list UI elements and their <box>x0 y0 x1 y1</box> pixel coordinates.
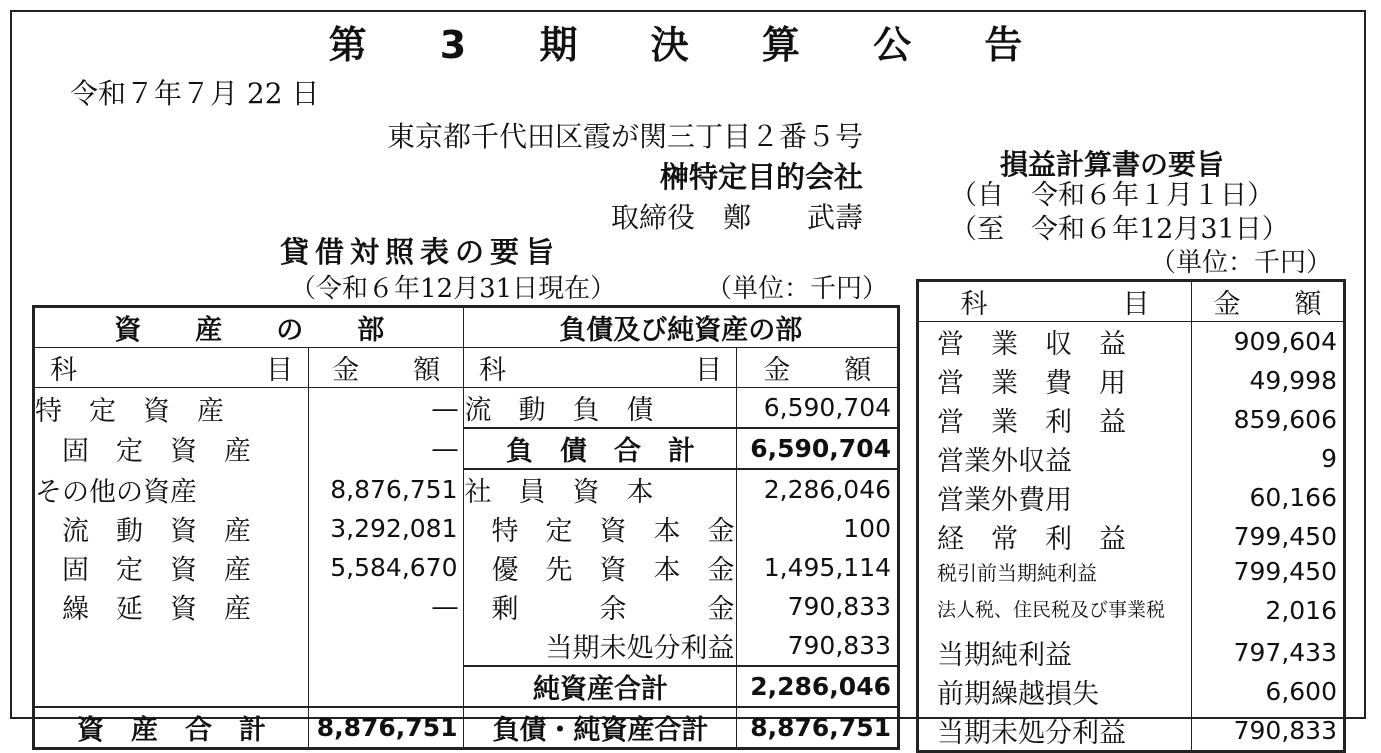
period-to: （至 令和６年12月31日） <box>950 214 1289 245</box>
pl-value: 2,016 <box>1191 587 1344 633</box>
pl-label: 営 業 費 用 <box>918 361 1192 400</box>
net-assets-total-label: 純資産合計 <box>464 666 737 707</box>
notice-title: 第 3 期 決 算 公 告 <box>328 23 1053 67</box>
pl-label: 法人税、住民税及び事業税 <box>918 587 1192 633</box>
pl-value: 799,450 <box>1191 517 1344 556</box>
asset-value: ― <box>308 428 464 469</box>
balance-sheet-title: 貸借対照表の要旨 <box>280 235 561 269</box>
table-row <box>918 517 1345 556</box>
asset-value: ― <box>308 388 464 429</box>
col-amount: 金 額 <box>308 348 464 388</box>
liab-net-total-label: 負債・純資産合計 <box>464 707 737 749</box>
pl-label: 営業外費用 <box>918 478 1192 517</box>
income-statement-table <box>916 279 1346 753</box>
liability-label: 剰 余 金 <box>464 587 737 626</box>
company-name: 榊特定目的会社 <box>659 160 863 194</box>
table-row <box>918 400 1345 439</box>
table-row <box>918 478 1345 517</box>
table-row <box>918 361 1345 400</box>
liability-value: 790,833 <box>737 587 899 626</box>
liability-value: 2,286,046 <box>737 469 899 509</box>
pl-value: 790,833 <box>1191 711 1344 752</box>
pl-value: 797,433 <box>1191 633 1344 672</box>
pl-label: 当期未処分利益 <box>918 711 1192 752</box>
representative: 取締役 鄭 武壽 <box>610 201 863 234</box>
table-row <box>918 322 1345 362</box>
pl-label: 税引前当期純利益 <box>918 556 1192 587</box>
notice-date: 令和７年７月 22 日 <box>70 77 320 110</box>
liability-value: 1,495,114 <box>737 548 899 587</box>
liability-label: 流 動 負 債 <box>464 388 737 429</box>
pl-value: 9 <box>1191 439 1344 478</box>
table-row-total <box>34 707 899 749</box>
liability-label: 特 定 資 本 金 <box>464 509 737 548</box>
assets-total-label: 資 産 合 計 <box>34 707 309 749</box>
table-row <box>34 509 899 548</box>
asset-value: 5,584,670 <box>308 548 464 587</box>
asset-label: その他の資産 <box>34 469 309 509</box>
pl-label: 当期純利益 <box>918 633 1192 672</box>
asset-value: 3,292,081 <box>308 509 464 548</box>
table-row <box>918 587 1345 633</box>
table-row <box>34 626 899 666</box>
pl-value: 6,600 <box>1191 672 1344 711</box>
pl-label: 経 常 利 益 <box>918 517 1192 556</box>
net-assets-total-value: 2,286,046 <box>737 666 899 707</box>
table-row <box>34 548 899 587</box>
income-statement-title: 損益計算書の要旨 <box>1000 148 1225 181</box>
table-row <box>34 666 899 707</box>
liability-label: 当期未処分利益 <box>464 626 737 666</box>
liability-label: 社 員 資 本 <box>464 469 737 509</box>
liab-net-total-value: 8,876,751 <box>737 707 899 749</box>
pl-label: 営 業 利 益 <box>918 400 1192 439</box>
pl-value: 799,450 <box>1191 556 1344 587</box>
pl-label: 営業外収益 <box>918 439 1192 478</box>
table-row <box>34 469 899 509</box>
liability-value: 6,590,704 <box>737 388 899 429</box>
asset-label <box>34 626 309 666</box>
balance-sheet-date: （令和６年12月31日現在） <box>290 274 617 304</box>
balance-sheet-table <box>32 305 900 750</box>
table-row <box>918 711 1345 752</box>
table-row <box>34 587 899 626</box>
pl-value: 60,166 <box>1191 478 1344 517</box>
table-row <box>918 439 1345 478</box>
company-address: 東京都千代田区霞が関三丁目２番５号 <box>386 120 863 153</box>
pl-label: 営 業 収 益 <box>918 322 1192 362</box>
pl-label: 前期繰越損失 <box>918 672 1192 711</box>
col-item: 科 目 <box>34 348 309 388</box>
table-row <box>34 388 899 429</box>
assets-total-value: 8,876,751 <box>308 707 464 749</box>
pl-value: 859,606 <box>1191 400 1344 439</box>
asset-label: 固 定 資 産 <box>34 428 309 469</box>
liabilities-section-header: 負債及び純資産の部 <box>464 307 899 348</box>
liability-value: 100 <box>737 509 899 548</box>
asset-label <box>34 666 309 707</box>
asset-value: 8,876,751 <box>308 469 464 509</box>
period-from: （自 令和６年１月１日） <box>950 180 1274 211</box>
col-item: 科 目 <box>464 348 737 388</box>
balance-sheet-unit: （単位：千円） <box>706 274 889 304</box>
col-amount: 金 額 <box>737 348 899 388</box>
col-item: 科 目 <box>918 281 1192 322</box>
pl-value: 909,604 <box>1191 322 1344 362</box>
asset-label: 繰 延 資 産 <box>34 587 309 626</box>
assets-section-header: 資 産 の 部 <box>34 307 464 348</box>
liability-value: 790,833 <box>737 626 899 666</box>
asset-value: ― <box>308 587 464 626</box>
asset-label: 固 定 資 産 <box>34 548 309 587</box>
pl-value: 49,998 <box>1191 361 1344 400</box>
asset-value <box>308 666 464 707</box>
asset-label: 流 動 資 産 <box>34 509 309 548</box>
table-row <box>918 672 1345 711</box>
liability-total-value: 6,590,704 <box>737 428 899 469</box>
liability-label: 優 先 資 本 金 <box>464 548 737 587</box>
income-statement-unit: （単位：千円） <box>1150 248 1333 278</box>
col-amount: 金 額 <box>1191 281 1344 322</box>
table-row <box>918 556 1345 587</box>
table-row <box>34 428 899 469</box>
asset-label: 特 定 資 産 <box>34 388 309 429</box>
asset-value <box>308 626 464 666</box>
table-row <box>918 633 1345 672</box>
liability-total-label: 負 債 合 計 <box>464 428 737 469</box>
